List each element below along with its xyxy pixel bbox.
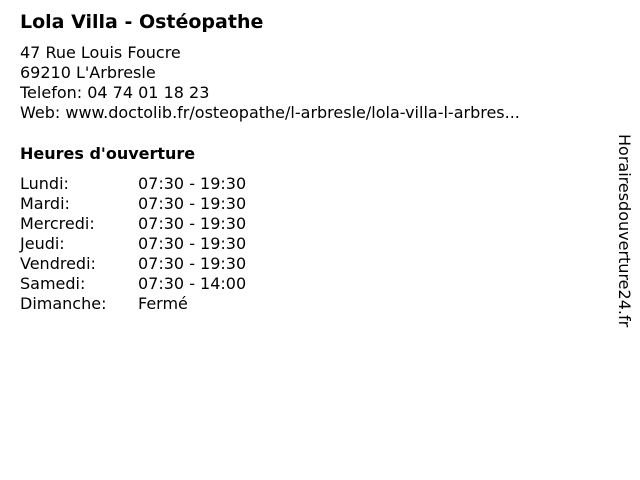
day-label: Vendredi: (20, 254, 96, 273)
time-value: Fermé (138, 294, 188, 313)
time-value: 07:30 - 19:30 (138, 234, 247, 253)
time-value: 07:30 - 19:30 (138, 254, 247, 273)
address-city: 69210 L'Arbresle (20, 63, 156, 82)
time-value: 07:30 - 19:30 (138, 194, 247, 213)
day-label: Lundi: (20, 174, 69, 193)
hours-row-wednesday (20, 214, 288, 234)
business-name: Lola Villa - Ostéopathe (20, 11, 264, 33)
time-value: 07:30 - 19:30 (138, 174, 247, 193)
time-value: 07:30 - 19:30 (138, 214, 247, 233)
day-label: Dimanche: (20, 294, 107, 313)
day-label: Samedi: (20, 274, 86, 293)
time-value: 07:30 - 14:00 (138, 274, 247, 293)
hours-row-monday (20, 174, 288, 194)
phone-line: Telefon: 04 74 01 18 23 (20, 83, 210, 102)
hours-row-sunday (20, 294, 288, 314)
hours-row-saturday (20, 274, 288, 294)
day-label: Mercredi: (20, 214, 95, 233)
hours-row-tuesday (20, 194, 288, 214)
site-brand-vertical: Horairesdouverture24.fr (615, 134, 634, 328)
hours-row-thursday (20, 234, 288, 254)
address-street: 47 Rue Louis Foucre (20, 43, 181, 62)
hours-row-friday (20, 254, 288, 274)
day-label: Mardi: (20, 194, 70, 213)
opening-hours-heading: Heures d'ouverture (20, 144, 196, 163)
opening-hours-table (20, 174, 288, 314)
day-label: Jeudi: (20, 234, 65, 253)
website-line: Web: www.doctolib.fr/osteopathe/l-arbresle/lola-villa-l-arbres... (20, 103, 520, 122)
business-contact-block (20, 43, 520, 123)
